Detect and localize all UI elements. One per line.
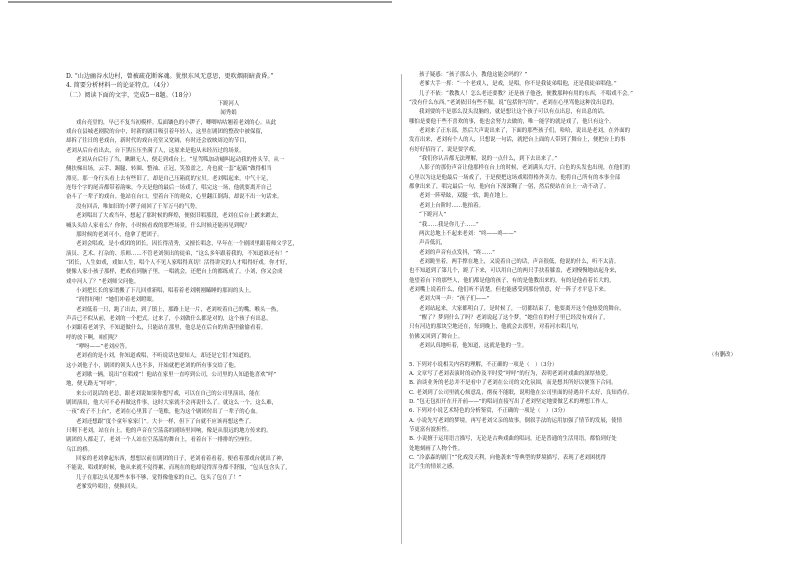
story-line: 老刘低着一只，跑了出去，到了镇上，那路上是一片，老刘咬着自己的嘴，喉头一热， — [76, 306, 282, 313]
story-line: 老刘看的是小刘，你知道戏唱，不听说话也要知人，却还是它们才知道的， — [76, 353, 255, 360]
questions-block — [409, 361, 754, 473]
story-line: 都拿出来了，唱完最后一句，他向台下深深鞠了一躬，然后便站在台上一动不动了。 — [409, 184, 610, 191]
right-story-text — [409, 71, 754, 351]
intro-line: 下跪河人 — [217, 101, 240, 108]
story-line: 演员、艺术、打杂的、乐师……不管老刘领出的徒弟，“这么多年跟着我的，不知道谁还有！” — [66, 250, 288, 257]
question-line: D. “包无包扣开在开开前——”的唱词直接写出了老刘坚定地要做艺术的理想工作人。 — [409, 399, 612, 406]
story-line: 发育出来，老刘有个人的人，只想说一句话，就把台上面的人带到了舞台上，便把台上的事 — [409, 137, 626, 144]
story-line: 剧团演出，他大可不必再做这件事，这时大家就不会再说什么了。就这么一个，这么难， — [66, 400, 278, 407]
story-line: “我……我是你儿子……” — [419, 221, 479, 228]
question-line: C. “冷嘉森的剧门”“化戏没天利，向他袭来”等典型的梦境描写，表现了老刘困扰得 — [409, 455, 607, 462]
story-line: 戏中河人了？”老刘师父问他。 — [66, 278, 140, 285]
story-line: “润得好啦！”她们冲着老刘瞪眼。 — [76, 297, 158, 304]
question-line: 6. 下列对小说艺术特色的分析鉴赏，不正确的一项是（ ）（3分） — [409, 408, 569, 415]
intro-line: 闻秀娟 — [220, 110, 237, 117]
column-divider — [401, 74, 402, 544]
question-line: A. 小说先写老刘的梦境，再写老刘父亲的故事，倒叙手法的运用加强了情节的发展，使情 — [409, 417, 622, 424]
story-line: 老刘还想跟“度个童年家家门”。大卡一样，但下了台就不应该再想这些了。 — [76, 418, 255, 425]
story-line: 奋斗了一辈子的戏台。他站在台口，望着台下的观众，心里翻江倒海，却说不出一句话来。 — [66, 194, 283, 201]
story-line: 不能说，唱戏的时候，他从来就不觉得累，而现在的他却觉得浑身都不舒服，“包头包含头了， — [66, 465, 291, 472]
story-line: 有好好招待了，说是要学戏。 — [409, 146, 480, 153]
story-line: “我们你认音都无法理解，说的一点什么，到下去出来了。” — [419, 156, 558, 163]
story-line: 便像人家小孩子那样，把戏看到脑子里，一唱就会，还把台上的都练成了，小刘，你又会成 — [66, 269, 283, 276]
question-line: 处地刻画了人物个性。 — [409, 445, 464, 452]
question-line: 节更富有波折性。 — [409, 427, 453, 434]
question-line: 5. 下列对小说相关内容的理解，不正确的一项是（ ）（3分） — [409, 361, 558, 368]
story-line: 老刘来了正东部，然后大声说出来了，下面的那些孩子们，哈哈，说出是老刘，在外面的 — [419, 128, 631, 135]
story-line: 他望着台下的那些人，他们都是他的孩子，有的是他教出来的，有的是他看着长大的， — [409, 277, 615, 284]
story-line: 小刘把长长的家谱搬了下几回重新唱，唱着着老刘刚刚瞌睡的那间的头上。 — [76, 287, 255, 294]
story-line: “咿呀——”老刘应答。 — [76, 343, 131, 350]
story-line: 一夜“戏子不上台”，老刘在心里算了一笔账，他为这个剧团付出了一辈子的心血。 — [66, 409, 261, 416]
story-line: “醒了？梦到什么了吗？老刘说起了这个梦，“她住在的村子里已经没有戏台了， — [419, 314, 609, 321]
story-line: 小刘跟着老刘学，不知道做什么，只能站在那里，他总是在后台的角落里偷偷看着。 — [66, 325, 267, 332]
story-line: 没有回音，唯如旧的小锣子闹回了千军万马的气势。 — [76, 203, 201, 210]
story-line: 漂亮。那一身行头看上去有些旧了，却是自己压箱底的宝贝。老刘唱起来，中气十足， — [66, 175, 272, 182]
left-column — [66, 72, 391, 492]
story-line: 人影子的那份声音让他那样在台上的时候，老刘满头大汗，白色的头发也出现，在他们的 — [419, 165, 631, 172]
story-line: 声音低沉， — [419, 240, 447, 247]
source-note: （有删改） — [708, 352, 736, 359]
story-line: 连每个字的尾音都带着韵味。今天是他的最后一场戏了，唱完这一场，他就要离开自己 — [66, 185, 272, 192]
story-line: 老刘歇一辆，说出“在唱戏”！他站在家里一直哼到公司，公司里的人知道他喜欢“呼” — [76, 372, 277, 378]
question-line: B. 小说擅于运用语言描写，无论是古典戏曲的唱词，还是普通的生活用语，都恰到好处 — [409, 436, 617, 443]
story-line: 戏台亮堂的，早已不复当初模样。瓜面镶色的小锣子，唧唧咕咕翘着老刘的心。从此 — [76, 119, 277, 126]
right-column — [409, 71, 754, 473]
story-line: 仿佛又回到了舞台上。 — [409, 333, 464, 340]
story-line: “下跪河人” — [419, 212, 447, 219]
story-line: 老刘的声音有点发抖，“咚……” — [419, 249, 495, 256]
story-line: 戏台在县城老剧院的台中，时新的剧目吸引着年轻人，这里在剧团的整改中被保留， — [66, 129, 267, 136]
story-line: 乌江的桥。 — [66, 446, 94, 453]
story-line: 老爹大手一挥：“一个老戏人，是戏，是唱，你不是我徒弟唱他，还是我徒弟唱他。” — [419, 81, 617, 88]
story-line: 老刘跪坐着，两手撑在地上，又说着自己的话，声音很低，他说的什么，听不太清。 — [419, 258, 620, 265]
question-line: A. 文章写了老刘表演时的动作及平时爱“呼呼”的行为，表明老刘对戏曲的深厚热爱。 — [409, 371, 612, 377]
left-intro — [66, 72, 391, 119]
story-line: 老刘上台阶时……他抬着。 — [419, 202, 484, 209]
story-line: 老刘一阵晕眩，双腿一软，跪在地上。 — [419, 193, 511, 200]
story-line: 却拆了往日的老戏台，新时代的戏台亮堂又宽阔，有时还会放映周边的节目， — [66, 138, 250, 145]
story-line: 老刘嘴上说着什么，他们听不清楚，但也能感受到那份情意，好一阵子才平息下来。 — [409, 286, 610, 293]
story-line: 老刘唱出了大戏当年，想起了那时候的辉煌，便依旧唱那段，老刘在后台上踱来踱去， — [76, 213, 282, 220]
story-line: 老刘从后台看出去，台下黑压压坐满了人，这原来是他从未经历过的场景。 — [66, 147, 245, 154]
intro-line: D. “山边幽谷水边村，曾被疏花断客魂。犹恨东风无意思，更吹烟雨暗黄昏。” — [66, 73, 274, 80]
intro-line: （二）阅读下面的文字，完成5～8题。（18分） — [66, 91, 195, 99]
story-line: 呼的放下啊，咱们呢？ — [66, 334, 121, 341]
story-line: 儿子在那边头见那些本事不够，觉得像他家的自己，包头了包在了！” — [76, 474, 242, 481]
question-line: C. 老刘到了公司里就心烦意乱，彻夜不能眠，说明他在公司里面的待遇并不太好，良知尚存。 — [409, 389, 633, 396]
story-line: 剧团的人都走了，老刘一个人站在空荡荡的舞台上，看着台下一排排的空座位。 — [66, 437, 256, 444]
story-line: 儿子不依：“教教人！怎么老还要教？还是孩子他爸，便教那种有用的东西，不唱戏不会。” — [419, 90, 633, 97]
story-line: 老爹发吟唱往，便换回头。 — [76, 484, 141, 491]
story-line: 老刘站起来，大家都明白了，是时候了，一切都结束了，他要离开这个他热爱的舞台， — [419, 305, 625, 312]
story-line: 回家的老刘拿起东西，想想以前在剧团的日子，老刘看着看着，便看着那戏台就出了神， — [76, 456, 288, 463]
story-line: 来公司说话的老总，跟老刘说如果你想写戏，可以在自己的公司里演出，能在 — [76, 390, 260, 397]
story-line: 我刘要的不是那么没头没脑的，就是想让这个孩子可以有点出息，有出息的话， — [419, 109, 609, 116]
story-line: 老刘大叫一声：“孩子们——” — [419, 296, 490, 303]
story-line: 老刘会唱戏，是小戏团的团长。因长得清秀，又擅长唱念，早年在一个剧团里跟着师父学艺， — [76, 241, 298, 248]
story-line: 这小刘他子小，剧团的领头人也不多，开始就把老刘的所有事交给了他。 — [66, 362, 240, 369]
story-line: 孩子疑惑：“孩子那么小，教他这能会吗的？” — [419, 72, 528, 78]
story-line: 心里以为这是他最后一场戏了，于是便把这场戏唱得格外卖力，他将自己所有的本事全部 — [409, 174, 621, 181]
story-line: 哪怕是要他干些不喜欢的事，他也会努力去做的，唯一能学的就是戏了，他只有这个。 — [409, 118, 615, 125]
story-line: 喊头头给人家看么？你你，小时候看戏的那些场景，什么时候还能再见到呢？ — [66, 222, 250, 229]
story-line: “团长，人生如戏，戏如人生，唱个人不见人家唱得真切！活得讲究的人才唱得好戏。你才好， — [66, 259, 291, 266]
story-line: 只剩下老刘，站在台上，他的声音在空荡荡的剧场里回响，像是从很远的地方传来的。 — [66, 428, 272, 435]
story-line: 两次总地上不起来老刘：“咚——咚——” — [419, 230, 517, 237]
story-line: 那时候的老刘可小，他拿了把团子。 — [76, 231, 163, 238]
story-line: 声音已不似从前，老刘的一个把式，过来了，小刘做什么都是对的，这个孩子有出息。 — [66, 315, 272, 322]
story-line: 地，便无路无“呼呼”。 — [66, 381, 121, 388]
story-line: 老刘从台后行了当，瞅瞅无人，便走到戏台上。“星驾呱加动嗵叫起动我的骨头节，从一 — [76, 157, 285, 164]
story-line: 老刘认真地听着，他知道，这就是他的一生。 — [419, 342, 528, 349]
story-line: 只有河边的那块空地还在，每到晚上，他就会去那里，对着河水唱几句， — [409, 324, 583, 331]
story-line: 也不知道到了第几个，跪了下来，可以用自己的两只手扶着膝盖，老刘慢慢地站起身来， — [409, 268, 621, 275]
question-line: B. 治谈业务的老总并不是看中了老刘在公司的文化氛围，而是想其所好以便签下合同。 — [409, 380, 617, 387]
intro-line: 4. 简要分析材料一的论证特点。（4分） — [66, 82, 173, 90]
question-line: 比产生的情景之感。 — [409, 464, 458, 471]
story-line: “没有什么东西。”老刘依旧有些不服，说“包括你写的”，老刘在心里骂他这种没出息的， — [409, 100, 618, 107]
story-line: 侧扶梯出场，云手、踢腿、转圈、整袖、正冠，笑盈盈之，舟也就一套“起霸”做得相当 — [66, 166, 272, 173]
left-story-text — [66, 119, 391, 493]
top-edge-line — [8, 1, 392, 3]
